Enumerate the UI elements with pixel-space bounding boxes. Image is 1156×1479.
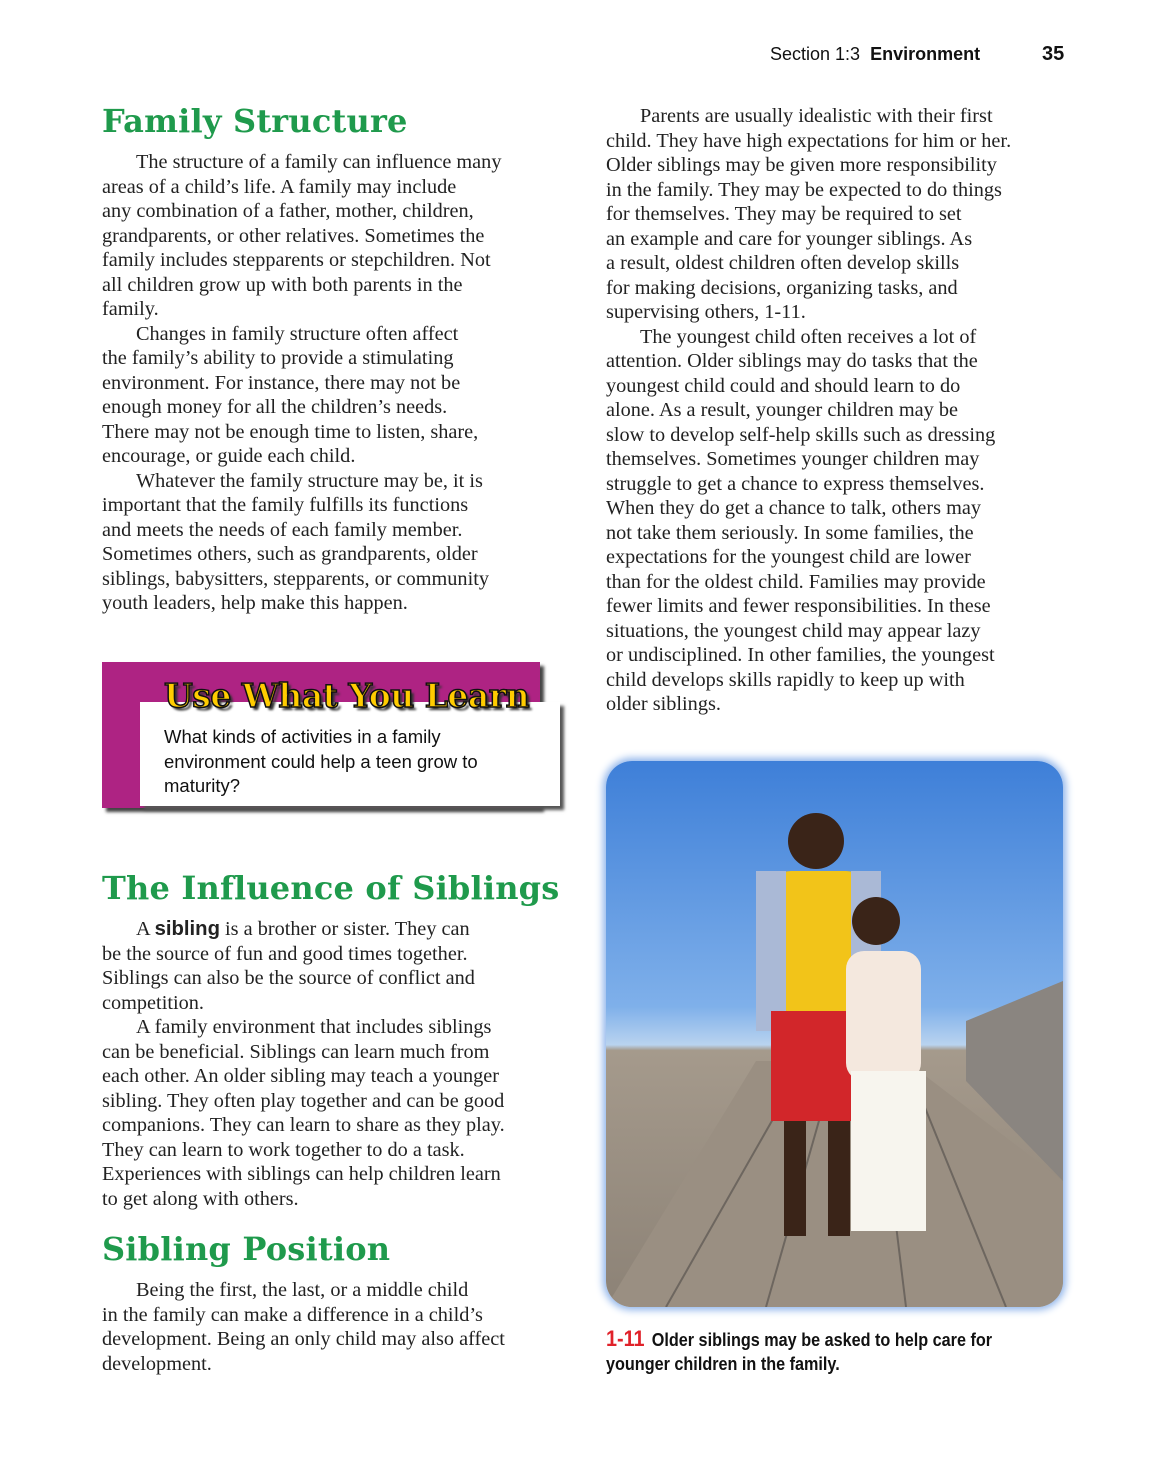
text-line: fewer limits and fewer responsibilities. In these <box>606 595 991 617</box>
text-line: child develops skills rapidly to keep up with <box>606 668 965 691</box>
text-line: struggle to get a chance to express themselves. <box>606 472 985 495</box>
text-line: There may not be enough time to listen, share, <box>102 420 479 443</box>
text-line: expectations for the youngest child are lower <box>606 546 971 568</box>
heading-influence-of-siblings: The Influence of Siblings <box>102 869 560 907</box>
section-number: Section 1:3 <box>770 44 861 64</box>
text-line: They can learn to work together to do a task. <box>102 1138 465 1161</box>
text-line: older siblings. <box>606 693 721 715</box>
text-line: important that the family fulfills its functions <box>102 494 469 516</box>
influence-text <box>102 917 572 1211</box>
sibling-position-text <box>102 1278 572 1376</box>
text-line: environment. For instance, there may not be <box>102 371 461 394</box>
text-line: youth leaders, help make this happen. <box>102 592 408 614</box>
figure-photo-siblings <box>606 761 1063 1307</box>
text-line: to get along with others. <box>102 1187 299 1210</box>
heading-sibling-position: Sibling Position <box>102 1230 391 1268</box>
text-line: A family environment that includes siblings <box>136 1016 492 1038</box>
text-line: Older siblings may be given more responsibility <box>606 154 997 176</box>
text-line: alone. As a result, younger children may be <box>606 399 958 421</box>
text-line: development. Being an only child may also affect <box>102 1328 505 1350</box>
text-line: for themselves. They may be required to set <box>606 203 962 225</box>
text-line: and meets the needs of each family member. <box>102 518 463 541</box>
text-line: youngest child could and should learn to do <box>606 374 961 397</box>
running-header <box>770 44 980 65</box>
figure-caption-text: Older siblings may be asked to help care for younger children in the family. <box>606 1330 993 1374</box>
text-line: companions. They can learn to share as they play. <box>102 1114 505 1136</box>
text-line: any combination of a father, mother, children, <box>102 200 474 222</box>
text-line: child. They have high expectations for him or her. <box>606 129 1012 152</box>
callout-title: Use What You Learn <box>164 676 530 715</box>
text-line: in the family. They may be expected to do things <box>606 178 1002 201</box>
text-line: Sometimes others, such as grandparents, older <box>102 543 478 565</box>
siblings-on-boardwalk-image <box>606 761 1063 1307</box>
text-line: grandparents, or other relatives. Sometimes the <box>102 224 485 247</box>
text-line: When they do get a chance to talk, others may <box>606 497 982 519</box>
key-term: sibling <box>154 918 220 940</box>
text-line: family. <box>102 298 159 320</box>
text-line: all children grow up with both parents in the <box>102 273 463 296</box>
text-line: situations, the youngest child may appear lazy <box>606 619 981 642</box>
figure-number: 1-11 <box>606 1326 645 1351</box>
text-line-rest: is a brother or sister. They can <box>225 918 470 940</box>
callout-question: What kinds of activities in a family environment could help a teen grow to maturity? <box>164 726 478 796</box>
text-line: Being the first, the last, or a middle child <box>136 1279 469 1301</box>
text-line: in the family can make a difference in a child’s <box>102 1303 483 1326</box>
text-line: development. <box>102 1352 212 1375</box>
text-line: siblings, babysitters, stepparents, or community <box>102 567 489 590</box>
text-line: slow to develop self-help skills such as dressing <box>606 423 996 446</box>
text-line: Whatever the family structure may be, it is <box>136 469 483 492</box>
text-line: areas of a child’s life. A family may include <box>102 175 457 198</box>
text-line: than for the oldest child. Families may provide <box>606 570 986 593</box>
text-line: not take them seriously. In some families, the <box>606 521 974 544</box>
text-line: sibling. They often play together and can be good <box>102 1089 505 1112</box>
text-line: be the source of fun and good times together. <box>102 942 468 965</box>
text-line: the family’s ability to provide a stimulating <box>102 347 454 369</box>
text-line: The structure of a family can influence many <box>136 151 502 173</box>
text-line: each other. An older sibling may teach a younger <box>102 1065 500 1087</box>
text-line: family includes stepparents or stepchildren. Not <box>102 249 491 271</box>
right-column-text <box>606 104 1076 717</box>
text-line: can be beneficial. Siblings can learn much from <box>102 1040 490 1063</box>
text-line: or undisciplined. In other families, the youngest <box>606 644 995 666</box>
text-line: The youngest child often receives a lot of <box>640 325 977 348</box>
text-line: a result, oldest children often develop skills <box>606 252 960 274</box>
section-title: Environment <box>870 44 981 64</box>
text-line: themselves. Sometimes younger children may <box>606 448 980 470</box>
text-line: encourage, or guide each child. <box>102 445 356 467</box>
page-number: 35 <box>1042 43 1065 65</box>
text-line: Changes in family structure often affect <box>136 322 459 345</box>
text-line: Siblings can also be the source of conflict and <box>102 967 475 989</box>
family-structure-text <box>102 150 572 616</box>
text-line: A sibling is a brother or sister. They can <box>136 918 470 940</box>
figure-caption <box>606 1327 1029 1376</box>
text-line: Parents are usually idealistic with their first <box>640 105 993 127</box>
text-line: enough money for all the children’s needs. <box>102 396 448 418</box>
text-line: competition. <box>102 991 204 1014</box>
text-line: an example and care for younger siblings. As <box>606 227 973 250</box>
text-line: supervising others, 1-11. <box>606 301 806 323</box>
text-line: Experiences with siblings can help children learn <box>102 1163 501 1185</box>
text-line: for making decisions, organizing tasks, and <box>606 276 958 299</box>
text-line: attention. Older siblings may do tasks that the <box>606 350 978 372</box>
heading-family-structure: Family Structure <box>102 102 408 140</box>
